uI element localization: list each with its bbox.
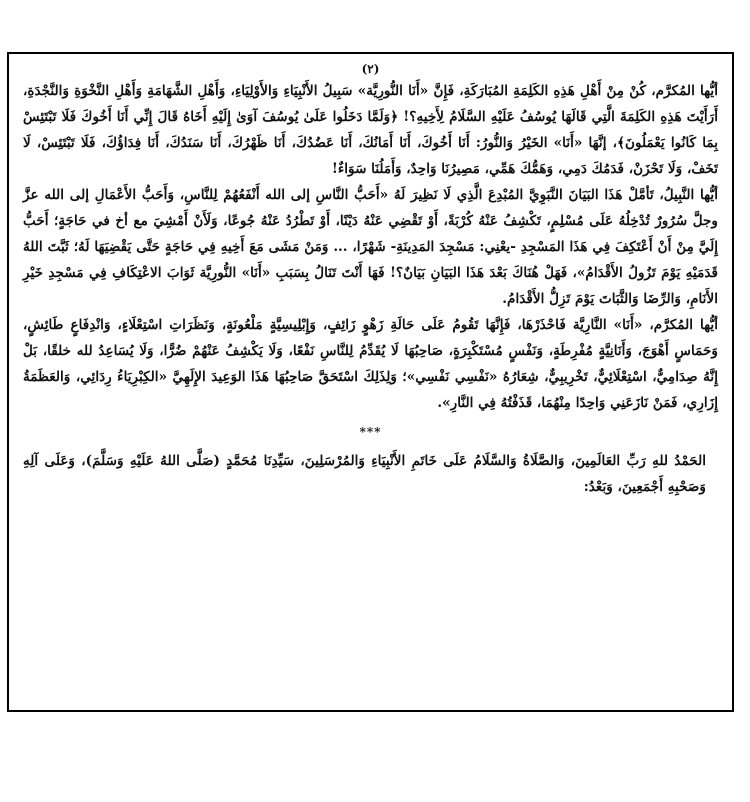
paragraph-1: أيُّها المُكرَّم، كُنْ مِنْ أَهْلِ هَذِهِ الكَلِمَةِ المُبَارَكَةِ، فَإِنَّ «أَنَا النُّورِيَّة» سَبِيلُ الأَنْبِيَاءِ وَالأَوْلِيَاءِ، وَأَهْلِ الشَّهَامَةِ وَأَهْلِ النَّخْوَةِ وَالنَّجْدَةِ، أَرَأَيْتَ هَذِهِ الكَلِمَةَ الَّتِي قَالَهَا يُوسُفُ عَلَيْهِ السَّلَامُ لِأَخِيهِ؟! ﴿وَلَمَّا دَخَلُوا عَلَىٰ يُوسُفَ آوَىٰ إِلَيْهِ أَخَاهُ قَالَ إِنِّي أَنَا أَخُوكَ فَلَا تَبْتَئِسْ بِمَا كَانُوا يَعْمَلُونَ﴾، إنَّهَا «أَنَا» الخَيْرُ وَالنُّورُ: أَنَا أَخُوكَ، أَنَا أَمَانُكَ، أَنَا عَضُدُكَ، أَنَا ظَهْرُكَ، أَنَا سَنَدُكَ، أَنَا فِدَاؤُكَ، فَلَا تَبْتَئِسْ، لَا تَخَفْ، وَلَا تَحْزَنْ، فَدَمُكَ دَمِي، وَهَمُّكَ هَمِّي، مَصِيرُنَا وَاحِدٌ، وَأَمَلُنَا سَوَاءٌ!: [23, 83, 718, 177]
section-separator: ***: [359, 425, 382, 439]
page-number: (٢): [361, 62, 380, 76]
paragraph-3: أيُّها المُكرَّم، «أَنَا» النَّارِيَّة فَاحْذَرْهَا، فَإِنَّهَا تَقُومُ عَلَى حَالَةِ زَهْوٍ زَائِفٍ، وَإِبْلِيسِيَّةٍ مَلْعُونَةٍ، وَنَظَرَاتِ اسْتِعْلَاءٍ، وَانْدِفَاعٍ طَائِشٍ، وَحَمَاسٍ أَهْوَجَ، وَأَنَانِيَّةٍ مُفْرِطَةٍ، وَنَفْسٍ مُسْتَكْبِرَةٍ، صَاحِبُهَا لَا يُقَدِّمُ لِلنَّاسِ نَفْعًا، وَلَا يَكْشِفُ عَنْهُمْ ضُرًّا، وَلَا يُسَاعِدُ لله خلقًا، بَلْ إِنَّهُ صِدَامِيٌّ، اسْتِعْلَائِيٌّ، تَخْرِيبِيٌّ، شِعَارُهُ «نَفْسِي نَفْسِي»؛ وَلِذَلِكَ اسْتَحَقَّ صَاحِبُهَا هَذَا الوَعِيدَ الإِلَهِيَّ «الكِبْرِيَاءُ رِدَائِي، وَالعَظَمَةُ إِزَارِي، فَمَنْ نَازَعَنِي وَاحِدًا مِنْهُمَا، قَذَفْتُهُ فِي النَّارِ».: [23, 317, 718, 411]
paragraph-2: أيُّها النَّبِيلُ، تَأمَّلْ هَذَا البَيَانَ النَّبَوِيَّ المُبْدِعَ الَّذِي لَا نَظِيرَ لَهُ «أَحَبُّ النَّاسِ إلى الله أَنْفَعُهُمْ لِلنَّاسِ، وَأَحَبُّ الأَعْمَالِ إلى الله عزَّ وجلَّ سُرُورٌ تُدْخِلُهُ عَلَى مُسْلِمٍ، تَكْشِفُ عَنْهُ كُرْبَةً، أَوْ تَقْضِي عَنْهُ دَيْنًا، أَوْ تَطْرُدُ عَنْهُ جُوعًا، وَلَأَنْ أَمْشِيَ مع أخ في حَاجَةٍ؛ أَحَبُّ إِلَيَّ مِنْ أَنْ أَعْتَكِفَ فِي هَذَا المَسْجِدِ -يعْنِي: مَسْجِدَ المَدِينَةِ- شَهْرًا، ... وَمَنْ مَشَى مَعَ أَخِيهِ فِي حَاجَةٍ حَتَّى يَقْضِيَهَا لَهُ؛ ثَبَّتَ اللهُ قَدَمَيْهِ يَوْمَ تَزُولُ الأَقْدَامُ»، فَهَلْ هُنَاكَ بَعْدَ هَذَا البَيَانِ بَيَانٌ؟! فَهَا أَنْتَ تَنَالُ بِسَبَبِ «أَنَا» النُّورِيَّة ثَوَابَ الاعْتِكَافِ فِي مَسْجِدِ خَيْرِ الأَنَامِ، وَالرِّضَا وَالثَّبَاتَ يَوْمَ تَزِلُّ الأَقْدَامُ.: [23, 187, 718, 307]
document-body: [9, 54, 732, 508]
page-frame: [7, 52, 734, 712]
closing-paragraph: الحَمْدُ للهِ رَبِّ العَالَمِينَ، وَالصَّلَاةُ وَالسَّلَامُ عَلَى خَاتَمِ الأَنْبِيَاءِ وَالمُرْسَلِينَ، سَيِّدِنَا مُحَمَّدٍ (صَلَّى اللهُ عَلَيْهِ وَسَلَّمَ)، وَعَلَى آلِهِ وَصَحْبِهِ أَجْمَعِينَ، وَبَعْدُ:: [23, 453, 706, 495]
